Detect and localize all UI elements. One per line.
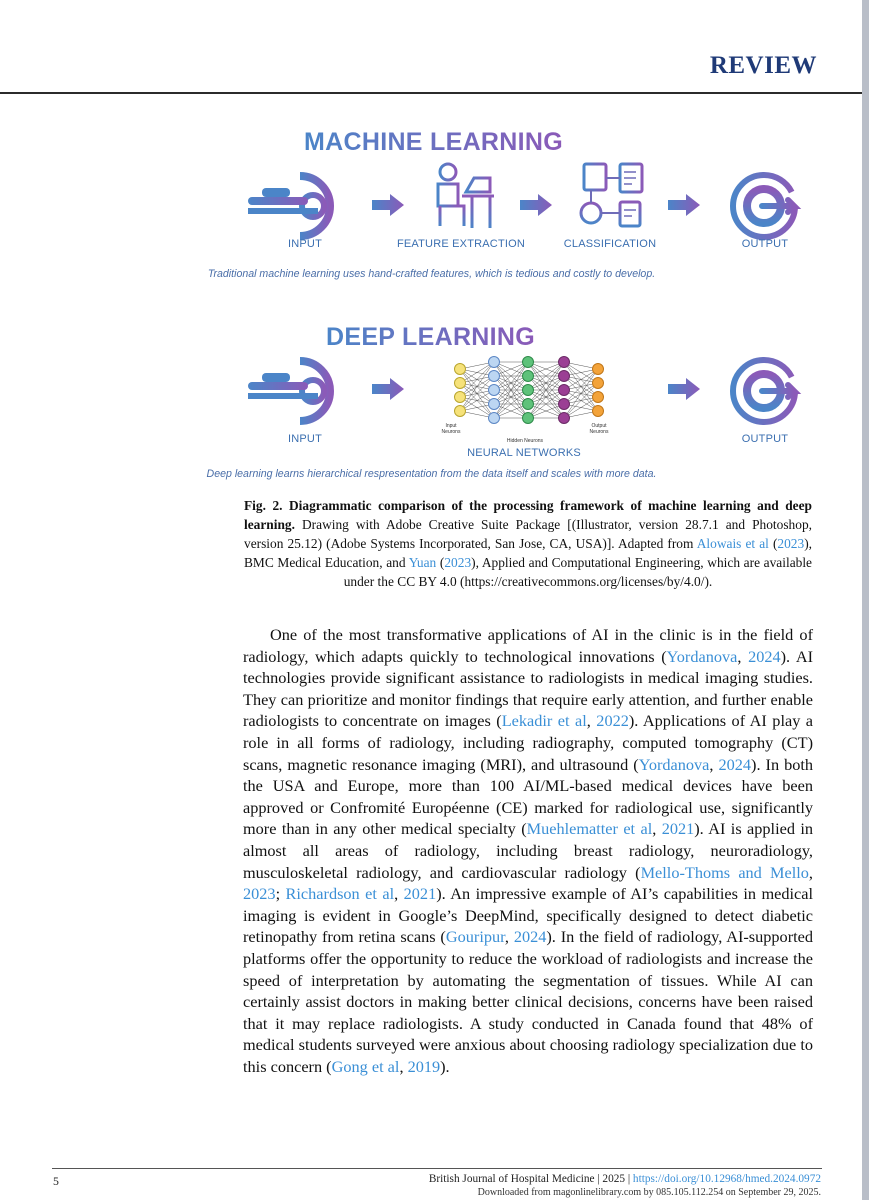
journal-footer (429, 1173, 821, 1185)
body-text: ). In the field of radiology, AI-supported platforms offer the opportunity to reduce the workload of radiologists and increase the speed of interpretation by automating the segmentation of tissues. While AI can certainly assist doctors in making better clinical decisions, concerns have been raised that it may replace radiologists. A study conducted in Canada found that 48% of medical students surveyed were anxious about choosing radiology specialization due to this concern ( (243, 927, 814, 1076)
dl-stage-neural-networks: NEURAL NETWORKS (467, 447, 581, 459)
nn-neuron (523, 399, 534, 410)
ref-link[interactable]: Mello-Thoms and Mello (640, 862, 809, 882)
ref-link[interactable]: 2024 (718, 754, 752, 774)
documents-icon (581, 164, 642, 226)
nn-neuron (523, 357, 534, 368)
nn-neuron (559, 357, 570, 368)
neural-network-diagram (455, 357, 604, 424)
body-text: , (808, 862, 813, 882)
nn-neuron (455, 378, 466, 389)
arrow-icon (520, 194, 552, 216)
ref-link[interactable]: Richardson et al (285, 884, 395, 904)
doi-link[interactable]: https://doi.org/10.12968/hmed.2024.0972 (632, 1173, 821, 1185)
footer-rule (52, 1168, 822, 1169)
ref-link[interactable]: Yordanova (666, 646, 738, 666)
arrow-icon (372, 194, 404, 216)
dl-title: DEEP LEARNING (325, 323, 536, 351)
ref-link[interactable]: 2023 (777, 536, 805, 551)
body-paragraph (243, 624, 813, 1077)
nn-neuron (489, 385, 500, 396)
scanner-icon (248, 361, 330, 421)
caption-text: ), BMC Medical Education, and (244, 536, 812, 570)
nn-neuron (593, 392, 604, 403)
ref-link[interactable]: Lekadir et al (501, 711, 587, 731)
body-text: , (394, 884, 404, 904)
body-text: , (586, 711, 597, 731)
ref-link[interactable]: 2024 (513, 927, 547, 947)
ref-link[interactable]: 2024 (748, 646, 781, 666)
nn-hidden-label: Hidden Neurons (506, 438, 544, 444)
ref-link[interactable]: 2023 (243, 884, 276, 904)
nn-neuron (523, 413, 534, 424)
output-gear-icon (733, 360, 795, 422)
ml-stage-classification: CLASSIFICATION (563, 238, 657, 250)
nn-neuron (559, 371, 570, 382)
dl-stage-input: INPUT (288, 433, 322, 445)
body-text: One of the most transformative applications of AI in the clinic is in the field of radiology, which adapts quickly to technological innovations ( (243, 625, 813, 666)
dl-caption: Deep learning learns hierarchical respresentation from the data itself and scales with more data. (206, 468, 657, 480)
body-text: ). An impressive example of AI’s capabilities in medical imaging is evident in Google’s DeepMind, specifically designed to detect diabetic retinopathy from retina scans ( (243, 884, 814, 947)
download-notice: Downloaded from magonlinelibrary.com by 085.105.112.254 on September 29, 2025. (477, 1187, 821, 1198)
page-number: 5 (53, 1174, 59, 1188)
nn-neuron (559, 399, 570, 410)
nn-neuron (489, 413, 500, 424)
body-text: , (709, 754, 719, 774)
body-text: ). (440, 1056, 450, 1076)
nn-neuron (559, 413, 570, 424)
figure-title: Diagrammatic comparison of the processing framework of machine learning and deep learning. (244, 498, 812, 532)
ref-link[interactable]: 2022 (596, 711, 629, 731)
body-text: , (652, 819, 662, 839)
nn-neuron (489, 371, 500, 382)
body-text: , (737, 646, 749, 666)
output-gear-icon (733, 175, 795, 237)
body-text: ). In both the USA and Europe, more than 100 AI/ML-based medical devices have been approved or Confromité Européenne (CE) marked for radiological use, significantly more than in any other medical specialty ( (243, 754, 814, 839)
ref-link[interactable]: 2023 (444, 555, 472, 570)
nn-neuron (523, 385, 534, 396)
body-text: ). Applications of AI play a role in all forms of radiology, including radiography, computed tomography (CT) scans, magnetic resonance imaging (MRI), and ultrasound ( (243, 711, 814, 774)
nn-neuron (455, 406, 466, 417)
ref-link[interactable]: 2021 (403, 884, 437, 904)
caption-text: ), Applied and Computational Engineering, which are available under the CC BY 4.0 (https://creativecommons.org/licenses/by/4.0/). (343, 555, 812, 589)
body-text: ; (275, 884, 286, 904)
caption-text: ( (768, 536, 778, 551)
nn-neuron (523, 371, 534, 382)
dl-stage-output: OUTPUT (741, 433, 789, 445)
person-at-desk-icon (438, 164, 494, 228)
arrow-icon (668, 194, 700, 216)
caption-text: Drawing with Adobe Creative Suite Package [(Illustrator, version 28.7.1 and Photoshop, version 25.12) (Adobe Systems Incorporated, San Jose, CA, USA)]. Adapted from (244, 517, 812, 551)
body-text: ). AI is applied in almost all areas of radiology, including breast radiology, neuroradiology, musculoskeletal radiology, and cardiovascular radiology ( (243, 819, 814, 882)
ref-link[interactable]: Yuan (408, 555, 437, 570)
nn-neuron (593, 406, 604, 417)
nn-output-label: Output Neurons (589, 423, 609, 435)
arrow-icon (372, 378, 404, 400)
ref-link[interactable]: Yordanova (638, 754, 710, 774)
ref-link[interactable]: 2021 (661, 819, 695, 839)
caption-text: ( (436, 555, 445, 570)
figure-caption (244, 496, 812, 591)
arrow-icon (668, 378, 700, 400)
figure-label: Fig. 2. (244, 498, 283, 513)
journal-name: British Journal of Hospital Medicine | 2025 | (428, 1173, 633, 1185)
diagram-graphics (0, 0, 869, 500)
ml-stage-output: OUTPUT (741, 238, 789, 250)
body-text: ). AI technologies provide significant assistance to radiologists in medical imaging studies. They can prioritize and monitor findings that require early attention, and further enable radiologists to concentrate on images ( (243, 646, 814, 731)
nn-neuron (593, 378, 604, 389)
nn-neuron (593, 364, 604, 375)
nn-neuron (489, 357, 500, 368)
ref-link[interactable]: Gouripur (445, 927, 505, 947)
ml-stage-feature-extraction: FEATURE EXTRACTION (396, 238, 526, 250)
body-text: , (399, 1056, 408, 1076)
ml-title: MACHINE LEARNING (304, 128, 563, 156)
body-text: , (504, 927, 514, 947)
ml-stage-input: INPUT (288, 238, 322, 250)
ref-link[interactable]: 2019 (407, 1056, 441, 1076)
scanner-icon (248, 176, 330, 236)
nn-neuron (455, 392, 466, 403)
ml-caption: Traditional machine learning uses hand-crafted features, which is tedious and costly to develop. (207, 268, 656, 280)
ref-link[interactable]: Gong et al (331, 1056, 400, 1076)
ref-link[interactable]: Muehlematter et al (526, 819, 653, 839)
nn-input-label: Input Neurons (441, 423, 461, 435)
section-label: REVIEW (709, 52, 817, 79)
ref-link[interactable]: Alowais et al (696, 536, 769, 551)
nn-neuron (489, 399, 500, 410)
nn-neuron (455, 364, 466, 375)
nn-neuron (559, 385, 570, 396)
